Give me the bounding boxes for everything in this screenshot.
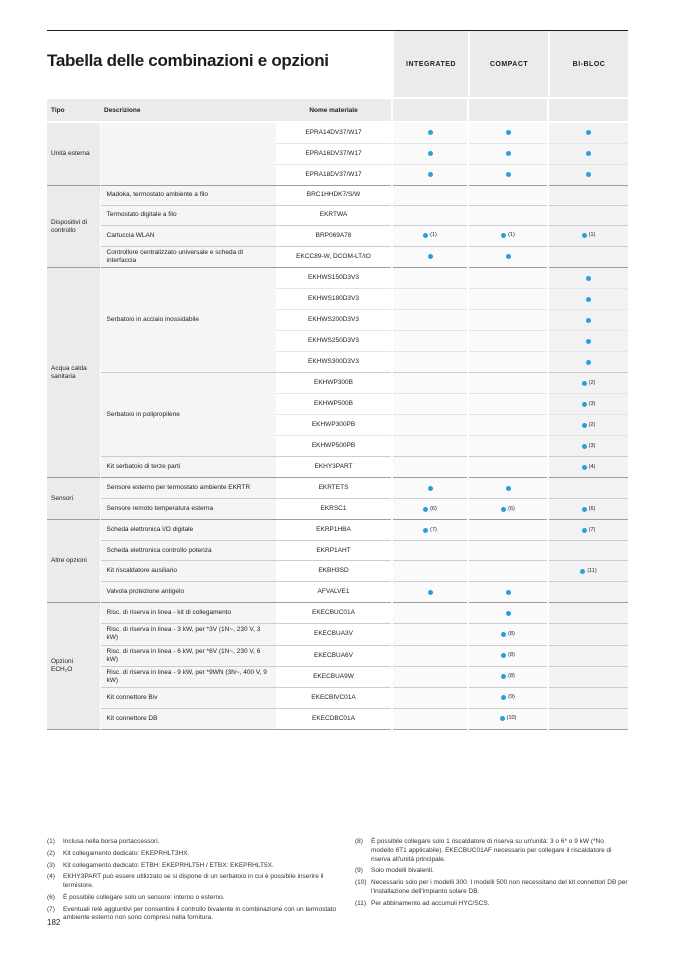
option-cell-bibloc	[548, 645, 628, 666]
option-cell-bibloc	[548, 415, 628, 436]
descrizione-cell: Kit connettore Biv	[100, 688, 276, 709]
table-row	[47, 582, 628, 603]
option-cell-compact	[468, 624, 548, 645]
option-cell-compact	[468, 457, 548, 478]
availability-dot	[428, 254, 433, 259]
material-code-cell: EKHWP500PB	[276, 436, 392, 457]
availability-dot	[506, 151, 511, 156]
footnote-text: EKHY3PART può essere utilizzato se si dispone di un serbatoio in cui è possibile inserire il termistore.	[63, 873, 324, 890]
option-cell-integrated	[392, 541, 468, 561]
option-cell-compact	[468, 478, 548, 499]
table-row	[47, 206, 628, 226]
availability-dot	[506, 486, 511, 491]
table-header-row	[47, 99, 628, 122]
footnote-item	[47, 894, 339, 903]
option-cell-integrated	[392, 561, 468, 582]
option-cell-bibloc	[548, 144, 628, 165]
option-cell-compact	[468, 226, 548, 247]
availability-dot	[582, 507, 587, 512]
option-cell-bibloc	[548, 561, 628, 582]
footnote-item	[47, 850, 339, 859]
table-row	[47, 645, 628, 666]
availability-dot	[582, 423, 587, 428]
option-cell-bibloc	[548, 478, 628, 499]
footnote-ref-label: (6)	[47, 893, 55, 901]
footnote-item	[47, 862, 339, 871]
option-cell-compact	[468, 144, 548, 165]
option-cell-compact	[468, 666, 548, 687]
table-row	[47, 499, 628, 520]
footnote-text: Inclusa nella borsa portaccessori.	[63, 838, 160, 845]
column-header-compact: COMPACT	[468, 31, 548, 97]
footnote-ref: (10)	[506, 715, 517, 722]
material-code-cell: EKECBIVC01A	[276, 688, 392, 709]
table-row	[47, 478, 628, 499]
descrizione-cell: Sensore esterno per termostato ambiente EKRTR	[100, 478, 276, 499]
footnote-text: Kit collegamento dedicato: ETBH: EKEPRHLT5H / ETBX: EKEPRHLT5X.	[63, 861, 274, 869]
availability-dot	[586, 151, 591, 156]
table-row	[47, 666, 628, 687]
material-code-cell: EKHWP300B	[276, 373, 392, 394]
material-code-cell: EKECBUA6V	[276, 645, 392, 666]
footnote-ref: (6)	[588, 505, 596, 512]
footnotes	[47, 838, 628, 926]
option-cell-bibloc	[548, 709, 628, 730]
option-cell-compact	[468, 289, 548, 310]
footnote-ref: (8)	[508, 630, 515, 637]
footnote-item	[355, 900, 628, 909]
footnote-ref: (1)	[508, 232, 515, 239]
option-cell-compact	[468, 499, 548, 520]
availability-dot	[501, 507, 506, 512]
option-cell-bibloc	[548, 499, 628, 520]
material-code-cell: BRC1HHDK7/S/W	[276, 186, 392, 206]
option-cell-integrated	[392, 624, 468, 645]
footnote-item	[47, 873, 339, 891]
option-header-cell-compact	[468, 99, 548, 122]
footnote-ref-label: (9)	[355, 867, 363, 875]
footnotes-right	[355, 838, 628, 926]
table-header-band	[47, 30, 628, 97]
option-cell-integrated	[392, 310, 468, 331]
option-cell-bibloc	[548, 436, 628, 457]
column-header-descrizione: Descrizione	[100, 99, 276, 122]
footnote-ref: (1)	[430, 232, 437, 239]
availability-dot	[501, 653, 506, 658]
footnotes-left	[47, 838, 339, 926]
option-header-cell-bibloc	[548, 99, 628, 122]
footnote-item	[47, 906, 339, 924]
material-code-cell: EKECBUA9W	[276, 666, 392, 687]
option-cell-compact	[468, 394, 548, 415]
material-code-cell: BRP069A78	[276, 226, 392, 247]
footnote-ref-label: (10)	[355, 879, 367, 887]
table-row	[47, 373, 628, 394]
table-row	[47, 247, 628, 268]
option-cell-integrated	[392, 394, 468, 415]
option-cell-bibloc	[548, 394, 628, 415]
availability-dot	[586, 276, 591, 281]
descrizione-cell: Serbatoio in polipropilene	[100, 373, 276, 457]
availability-dot	[506, 611, 511, 616]
combinations-table-body	[47, 122, 628, 730]
option-cell-bibloc	[548, 186, 628, 206]
option-cell-integrated	[392, 688, 468, 709]
material-code-cell: EKRP1AHT	[276, 541, 392, 561]
footnote-ref: (3)	[588, 400, 596, 407]
column-header-integrated: INTEGRATED	[392, 31, 468, 97]
footnote-ref-label: (11)	[355, 899, 367, 907]
availability-dot	[428, 172, 433, 177]
material-code-cell: EKHWS150D3V3	[276, 268, 392, 289]
option-cell-integrated	[392, 436, 468, 457]
availability-dot	[501, 695, 506, 700]
footnote-ref: (6)	[508, 505, 515, 512]
material-code-cell: EKHWS200D3V3	[276, 310, 392, 331]
option-cell-bibloc	[548, 310, 628, 331]
availability-dot	[582, 381, 587, 386]
material-code-cell: EKHWS180D3V3	[276, 289, 392, 310]
material-code-cell: EKRTETS	[276, 478, 392, 499]
descrizione-cell: Risc. di riserva in linea - kit di collegamento	[100, 603, 276, 624]
page-title: Tabella delle combinazioni e opzioni	[47, 51, 329, 70]
option-header-cell-integrated	[392, 99, 468, 122]
option-cell-compact	[468, 122, 548, 144]
option-cell-compact	[468, 331, 548, 352]
footnote-item	[355, 867, 628, 876]
tipo-cell: Opzioni ECH₂O	[47, 603, 100, 730]
tipo-cell: Acqua calda sanitaria	[47, 268, 100, 478]
descrizione-cell: Termostato digitale a filo	[100, 206, 276, 226]
footnote-ref-label: (3)	[47, 861, 55, 869]
descrizione-cell: Madoka, termostato ambiente a filo	[100, 186, 276, 206]
option-cell-integrated	[392, 144, 468, 165]
material-code-cell: EKBH3SD	[276, 561, 392, 582]
material-code-cell: EKHWS250D3V3	[276, 331, 392, 352]
option-cell-compact	[468, 352, 548, 373]
option-cell-integrated	[392, 289, 468, 310]
option-cell-bibloc	[548, 268, 628, 289]
material-code-cell: EKRTWA	[276, 206, 392, 226]
footnote-text: Solo modelli bivalenti.	[371, 867, 434, 875]
option-cell-bibloc	[548, 457, 628, 478]
option-cell-integrated	[392, 582, 468, 603]
option-cell-integrated	[392, 206, 468, 226]
option-cell-compact	[468, 561, 548, 582]
option-cell-integrated	[392, 478, 468, 499]
material-code-cell: EPRA14DV37/W17	[276, 122, 392, 144]
tipo-cell: Unità esterna	[47, 122, 100, 186]
material-code-cell: EPRA16DV37/W17	[276, 144, 392, 165]
option-cell-integrated	[392, 709, 468, 730]
descrizione-cell: Cartuccia WLAN	[100, 226, 276, 247]
option-cell-integrated	[392, 457, 468, 478]
material-code-cell: EKHY3PART	[276, 457, 392, 478]
material-code-cell: EKECBUA3V	[276, 624, 392, 645]
availability-dot	[586, 172, 591, 177]
footnote-ref-label: (7)	[47, 905, 55, 913]
material-code-cell: EKECDBC01A	[276, 709, 392, 730]
footnote-ref-label: (4)	[47, 873, 55, 881]
availability-dot	[501, 233, 506, 238]
footnote-item	[355, 879, 628, 897]
column-header-bibloc: BI-BLOC	[548, 31, 628, 97]
option-cell-compact	[468, 541, 548, 561]
footnote-ref: (8)	[508, 651, 515, 658]
table-row	[47, 122, 628, 144]
descrizione-cell: Kit serbatoio di terze parti	[100, 457, 276, 478]
availability-dot	[580, 569, 585, 574]
combinations-table	[47, 99, 628, 730]
option-cell-compact	[468, 268, 548, 289]
option-cell-bibloc	[548, 666, 628, 687]
footnote-ref: (8)	[508, 673, 515, 680]
footnote-ref-label: (8)	[355, 838, 363, 845]
option-cell-bibloc	[548, 688, 628, 709]
option-cell-bibloc	[548, 352, 628, 373]
option-cell-bibloc	[548, 624, 628, 645]
option-cell-bibloc	[548, 226, 628, 247]
option-cell-compact	[468, 415, 548, 436]
availability-dot	[423, 233, 428, 238]
title-area	[47, 31, 392, 97]
material-code-cell: EKRSC1	[276, 499, 392, 520]
descrizione-cell: Kit connettore DB	[100, 709, 276, 730]
option-cell-bibloc	[548, 331, 628, 352]
availability-dot	[582, 233, 587, 238]
material-code-cell: EKHWP500B	[276, 394, 392, 415]
availability-dot	[506, 590, 511, 595]
availability-dot	[506, 172, 511, 177]
option-cell-compact	[468, 165, 548, 186]
option-cell-compact	[468, 520, 548, 541]
footnote-ref: (9)	[508, 694, 515, 701]
option-cell-bibloc	[548, 122, 628, 144]
option-cell-compact	[468, 373, 548, 394]
footnote-text: Per abbinamento ad accumuli HYC/SCS.	[371, 899, 490, 907]
footnote-text: Necessario solo per i modelli 300. I modelli 500 non necessitano del kit connettori DB per l'installazione dell'impianto solare DB.	[371, 879, 628, 895]
availability-dot	[506, 254, 511, 259]
page-number: 182	[47, 918, 61, 927]
option-cell-compact	[468, 186, 548, 206]
column-header-tipo: Tipo	[47, 99, 100, 122]
table-row	[47, 520, 628, 541]
availability-dot	[501, 632, 506, 637]
descrizione-cell: Risc. di riserva in linea - 6 kW, per *6V (1N~, 230 V, 6 kW)	[100, 645, 276, 666]
option-cell-integrated	[392, 331, 468, 352]
option-cell-integrated	[392, 226, 468, 247]
option-cell-bibloc	[548, 247, 628, 268]
descrizione-cell: Scheda elettronica controllo potenza	[100, 541, 276, 561]
column-header-nome-materiale: Nome materiale	[276, 99, 392, 122]
option-cell-integrated	[392, 165, 468, 186]
descrizione-cell	[100, 122, 276, 186]
footnote-ref: (4)	[588, 463, 596, 470]
availability-dot	[428, 590, 433, 595]
footnote-ref-label: (1)	[47, 838, 55, 845]
option-cell-bibloc	[548, 603, 628, 624]
availability-dot	[428, 130, 433, 135]
availability-dot	[582, 528, 587, 533]
option-cell-integrated	[392, 666, 468, 687]
option-cell-bibloc	[548, 289, 628, 310]
availability-dot	[500, 716, 505, 721]
table-row	[47, 561, 628, 582]
option-cell-compact	[468, 709, 548, 730]
material-code-cell: EKCC89-W, DCOM-LT/IO	[276, 247, 392, 268]
descrizione-cell: Risc. di riserva in linea - 3 kW, per *3V (1N~, 230 V, 3 kW)	[100, 624, 276, 645]
footnote-ref: (1)	[588, 232, 596, 239]
descrizione-cell: Controllore centralizzato universale e scheda di interfaccia	[100, 247, 276, 268]
footnote-ref: (2)	[588, 379, 596, 386]
tipo-cell: Dispositivi di controllo	[47, 186, 100, 268]
option-cell-compact	[468, 688, 548, 709]
availability-dot	[582, 465, 587, 470]
availability-dot	[586, 339, 591, 344]
material-code-cell: EKHWP300PB	[276, 415, 392, 436]
option-cell-compact	[468, 310, 548, 331]
availability-dot	[423, 528, 428, 533]
option-cell-integrated	[392, 268, 468, 289]
option-cell-compact	[468, 645, 548, 666]
footnote-ref: (7)	[588, 526, 596, 533]
option-cell-integrated	[392, 186, 468, 206]
option-cell-bibloc	[548, 541, 628, 561]
table-row	[47, 624, 628, 645]
footnote-ref: (3)	[588, 442, 596, 449]
availability-dot	[586, 360, 591, 365]
footnote-item	[355, 838, 628, 864]
option-cell-integrated	[392, 373, 468, 394]
option-cell-integrated	[392, 352, 468, 373]
footnote-text: È possibile collegare solo 1 riscaldatore di riserva su un'unità: 3 o 6* o 9 kW (*No modello 6T1 applicabile). EKECBUC01AF necessario per collegare il riscaldatore di riserva all'unità principale.	[371, 838, 612, 863]
material-code-cell: EKECBUC01A	[276, 603, 392, 624]
table-row	[47, 688, 628, 709]
option-cell-integrated	[392, 247, 468, 268]
availability-dot	[501, 674, 506, 679]
availability-dot	[582, 402, 587, 407]
option-cell-compact	[468, 436, 548, 457]
footnote-ref-label: (2)	[47, 849, 55, 857]
option-cell-compact	[468, 603, 548, 624]
availability-dot	[586, 297, 591, 302]
footnote-item	[47, 838, 339, 847]
availability-dot	[586, 130, 591, 135]
availability-dot	[423, 507, 428, 512]
option-cell-compact	[468, 247, 548, 268]
footnote-ref: (6)	[430, 505, 437, 512]
tipo-cell: Altre opzioni	[47, 520, 100, 603]
option-cell-compact	[468, 206, 548, 226]
descrizione-cell: Sensore remoto temperatura esterna	[100, 499, 276, 520]
table-row	[47, 709, 628, 730]
table-row	[47, 541, 628, 561]
descrizione-cell: Serbatoio in acciaio inossidabile	[100, 268, 276, 373]
option-cell-integrated	[392, 645, 468, 666]
option-cell-integrated	[392, 520, 468, 541]
table-row	[47, 226, 628, 247]
option-cell-bibloc	[548, 520, 628, 541]
option-cell-integrated	[392, 415, 468, 436]
option-cell-bibloc	[548, 165, 628, 186]
material-code-cell: EKHWS300D3V3	[276, 352, 392, 373]
availability-dot	[582, 444, 587, 449]
option-cell-bibloc	[548, 582, 628, 603]
descrizione-cell: Valvola protezione antigelo	[100, 582, 276, 603]
material-code-cell: EPRA18DV37/W17	[276, 165, 392, 186]
footnote-text: Eventuali relè aggiuntivi per consentire il controllo bivalente in combinazione con un termostato ambiente esterno non sono compresi nella fornitura.	[63, 905, 337, 922]
option-cell-bibloc	[548, 373, 628, 394]
footnote-text: Kit collegamento dedicato: EKEPRHLT3HX.	[63, 849, 190, 857]
footnote-text: È possibile collegare solo un sensore: interno o esterno.	[63, 893, 225, 901]
availability-dot	[506, 130, 511, 135]
table-row	[47, 186, 628, 206]
option-cell-integrated	[392, 122, 468, 144]
option-cell-integrated	[392, 499, 468, 520]
descrizione-cell: Risc. di riserva in linea - 9 kW, per *9WN (3N~, 400 V, 9 kW)	[100, 666, 276, 687]
material-code-cell: AFVALVE1	[276, 582, 392, 603]
option-cell-compact	[468, 582, 548, 603]
availability-dot	[428, 151, 433, 156]
availability-dot	[586, 318, 591, 323]
page-content	[47, 30, 628, 958]
option-cell-bibloc	[548, 206, 628, 226]
table-row	[47, 268, 628, 289]
availability-dot	[428, 486, 433, 491]
descrizione-cell: Kit riscaldatore ausiliario	[100, 561, 276, 582]
tipo-cell: Sensori	[47, 478, 100, 520]
material-code-cell: EKRP1HBA	[276, 520, 392, 541]
footnote-ref: (7)	[430, 526, 437, 533]
option-cell-integrated	[392, 603, 468, 624]
table-row	[47, 603, 628, 624]
footnote-ref: (11)	[587, 567, 597, 574]
footnote-ref: (2)	[588, 421, 596, 428]
descrizione-cell: Scheda elettronica I/O digitale	[100, 520, 276, 541]
table-row	[47, 457, 628, 478]
